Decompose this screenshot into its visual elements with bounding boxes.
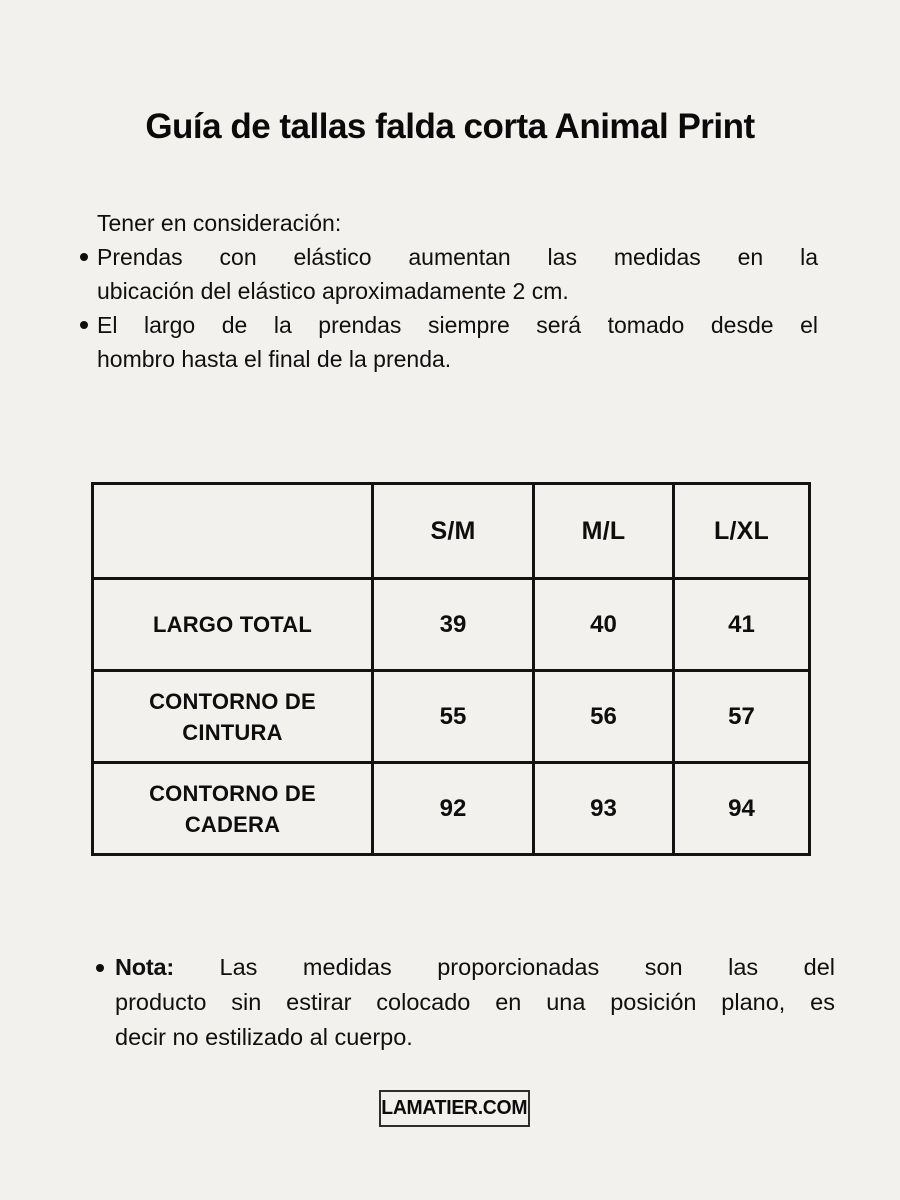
consideration-line: Prendas con elástico aumentan las medidas en la [97, 244, 818, 270]
size-value: 39 [373, 579, 534, 671]
row-label: CONTORNO DE CINTURA [93, 671, 373, 763]
size-value: 56 [534, 671, 674, 763]
brand-badge [379, 1090, 530, 1127]
bullet-dot-icon [96, 964, 104, 972]
table-row [93, 579, 810, 671]
size-value: 55 [373, 671, 534, 763]
note-line: decir no estilizado al cuerpo. [115, 1024, 413, 1050]
consideration-item [80, 240, 818, 308]
size-value: 57 [674, 671, 810, 763]
size-table [91, 482, 811, 856]
consideration-line: ubicación del elástico aproximadamente 2 cm. [97, 278, 569, 304]
size-value: 40 [534, 579, 674, 671]
note-section [96, 950, 835, 1055]
corner-cell [93, 484, 373, 579]
size-value: 94 [674, 763, 810, 855]
table-header-row [93, 484, 810, 579]
consideration-item [80, 308, 818, 376]
note-label: Nota: [115, 954, 175, 980]
size-value: 93 [534, 763, 674, 855]
table-row [93, 671, 810, 763]
row-label: CONTORNO DE CADERA [93, 763, 373, 855]
column-header-sm: S/M [373, 484, 534, 579]
page-title: Guía de tallas falda corta Animal Print [145, 107, 755, 146]
note-text: Las medidas proporcionadas son las del [219, 954, 835, 980]
row-label: LARGO TOTAL [93, 579, 373, 671]
column-header-ml: M/L [534, 484, 674, 579]
brand-name: LAMATIER.COM [381, 1097, 528, 1119]
bullet-dot-icon [80, 253, 88, 261]
size-value: 41 [674, 579, 810, 671]
consideration-line: El largo de la prendas siempre será tomado desde el [97, 312, 818, 338]
bullet-dot-icon [80, 321, 88, 329]
considerations-section [80, 206, 818, 376]
consideration-line: hombro hasta el final de la prenda. [97, 346, 452, 372]
note-line: producto sin estirar colocado en una posición plano, es [115, 989, 835, 1015]
note-line [115, 950, 835, 985]
column-header-lxl: L/XL [674, 484, 810, 579]
table-row [93, 763, 810, 855]
size-value: 92 [373, 763, 534, 855]
considerations-intro: Tener en consideración: [97, 210, 342, 236]
